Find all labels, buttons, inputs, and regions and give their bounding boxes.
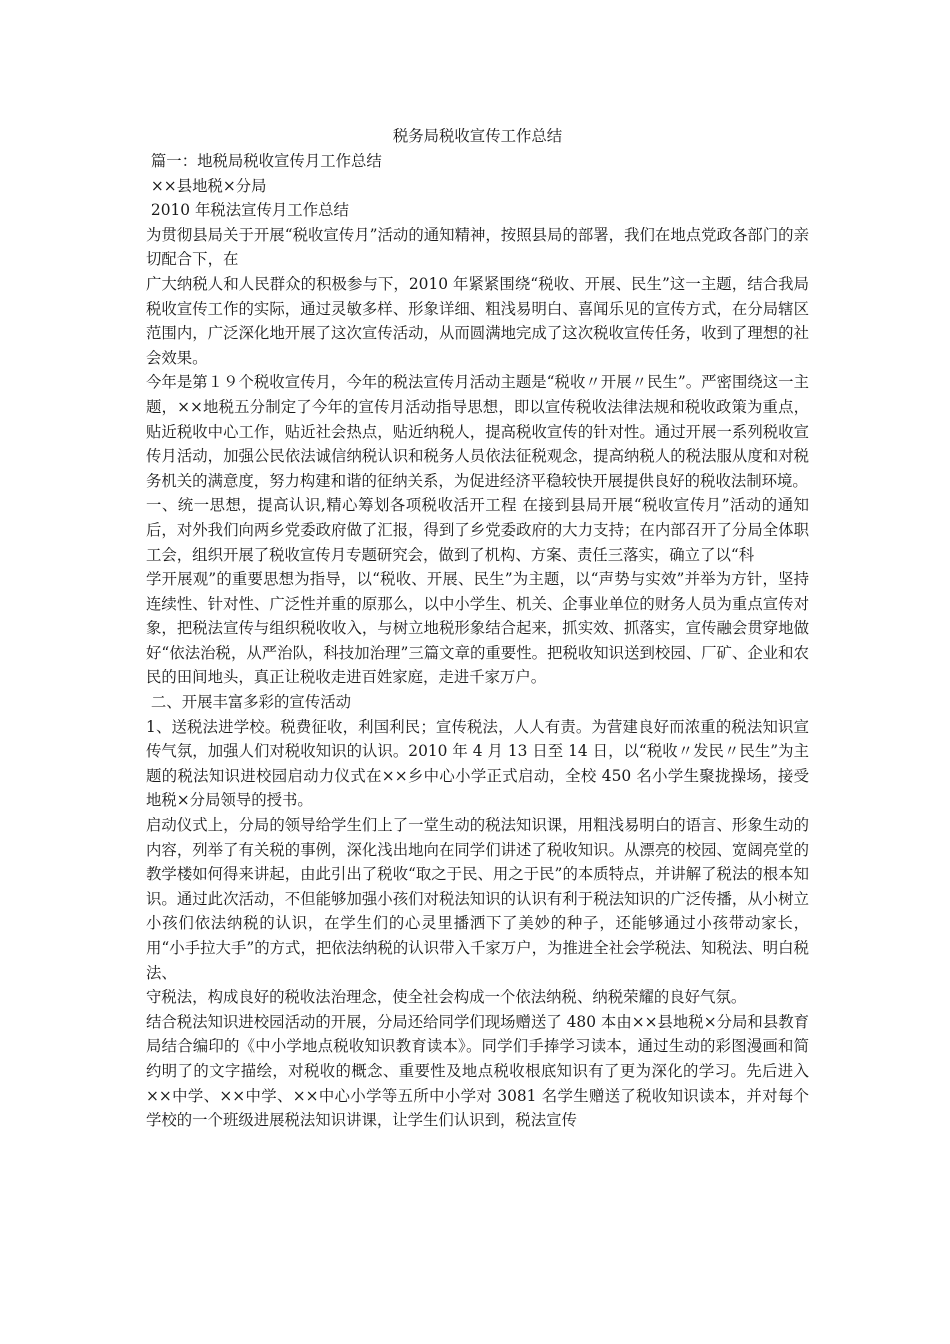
paragraph-section-one: 一、统一思想，提高认识,精心筹划各项税收活开工程 在接到县局开展“税收宣传月”活动的通知后，对外我们向两乡党委政府做了汇报，得到了乡党委政府的大力支持；在内部召开了分局全体职工会，组织开展了税收宣传月专题研究会，做到了机构、方案、责任三落实，确立了以“科 [146, 496, 809, 564]
paragraph-ceremony: 启动仪式上，分局的领导给学生们上了一堂生动的税法知识课，用粗浅易明白的语言、形象生动的内容，列举了有关税的事例，深化浅出地向在同学们讲述了税收知识。从漂亮的校园、宽阔亮堂的教学楼如何得来讲起，由此引出了税收“取之于民、用之于民”的本质特点，并讲解了税法的根本知识。通过此次活动，不但能够加强小孩们对税法知识的认识有利于税法知识的广泛传播，从小树立小孩们依法纳税的认识，在学生们的心灵里播洒下了美妙的种子，还能够通过小孩带动家长，用“小手拉大手”的方式，把依法纳税的认识带入千家万户，为推进全社会学税法、知税法、明白税法、 [146, 816, 809, 982]
document-page [146, 124, 809, 1133]
paragraph-rule-of-law: 守税法，构成良好的税收法治理念，使全社会构成一个依法纳税、纳税荣耀的良好气氛。 [146, 988, 747, 1007]
section-two-heading: 二、开展丰富多彩的宣传活动 [146, 693, 351, 712]
document-title: 税务局税收宣传工作总结 [392, 127, 563, 145]
paragraph-guidance: 学开展观”的重要思想为指导，以“税收、开展、民生”为主题，以“声势与实效”并举为方针，坚持连续性、针对性、广泛性并重的原那么，以中小学生、机关、企事业单位的财务人员为重点宣传对象，把税法宣传与组织税收收入，与树立地税形象结合起来，抓实效、抓落实，宣传融会贯穿地做好“依法治税，从严治队，科技加治理”三篇文章的重要性。把税收知识送到校园、厂矿、企业和农民的田间地头，真正让税收走进百姓家庭，走进千家万户。 [146, 570, 809, 687]
paragraph-school: 1、送税法进学校。税费征收，利国利民；宣传税法，人人有责。为营建良好而浓重的税法知识宣传气氛，加强人们对税收知识的认识。2010 年 4 月 13 日至 14 日，以“税收〃发民〃民生”为主题的税法知识进校园启动力仪式在××乡中心小学正式启动，全校 450 名小学生聚拢操场，接受地税×分局领导的授书。 [146, 717, 809, 810]
organization-name: ××县地税×分局 [146, 176, 267, 195]
paragraph-books: 结合税法知识进校园活动的开展，分局还给同学们现场赠送了 480 本由××县地税×分局和县教育局结合编印的《中小学地点税收知识教育读本》。同学们手捧学习读本，通过生动的彩图漫画和简约明了的文字描绘，对税收的概念、重要性及地点税收根底知识有了更为深化的学习。先后进入××中学、××中学、××中心小学等五所中小学对 3081 名学生赠送了税收知识读本，并对每个学校的一个班级进展税法知识讲课，让学生们认识到，税法宣传 [146, 1012, 809, 1130]
paragraph-intro: 为贯彻县局关于开展“税收宣传月”活动的通知精神，按照县局的部署，我们在地点党政各部门的亲切配合下，在 [146, 225, 809, 269]
report-title: 2010 年税法宣传月工作总结 [146, 201, 349, 220]
paragraph-month: 今年是第１９个税收宣传月，今年的税法宣传月活动主题是“税收〃开展〃民生”。严密围绕这一主题，××地税五分制定了今年的宣传月活动指导思想，即以宣传税收法律法规和税收政策为重点，贴近税收中心工作，贴近社会热点，贴近纳税人，提高税收宣传的针对性。通过开展一系列税收宣传月活动，加强公民依法诚信纳税认识和税务人员依法征税观念，提高纳税人的税法服从度和对税务机关的满意度，努力构建和谐的征纳关系，为促进经济平稳较快开展提供良好的税收法制环境。 [146, 373, 809, 490]
paragraph-theme: 广大纳税人和人民群众的积极参与下，2010 年紧紧围绕“税收、开展、民生”这一主题，结合我局税收宣传工作的实际，通过灵敏多样、形象详细、粗浅易明白、喜闻乐见的宣传方式，在分局辖区范围内，广泛深化地开展了这次宣传活动，从而圆满地完成了这次税收宣传任务，收到了理想的社会效果。 [146, 274, 809, 367]
section-heading: 篇一：地税局税收宣传月工作总结 [146, 152, 382, 170]
